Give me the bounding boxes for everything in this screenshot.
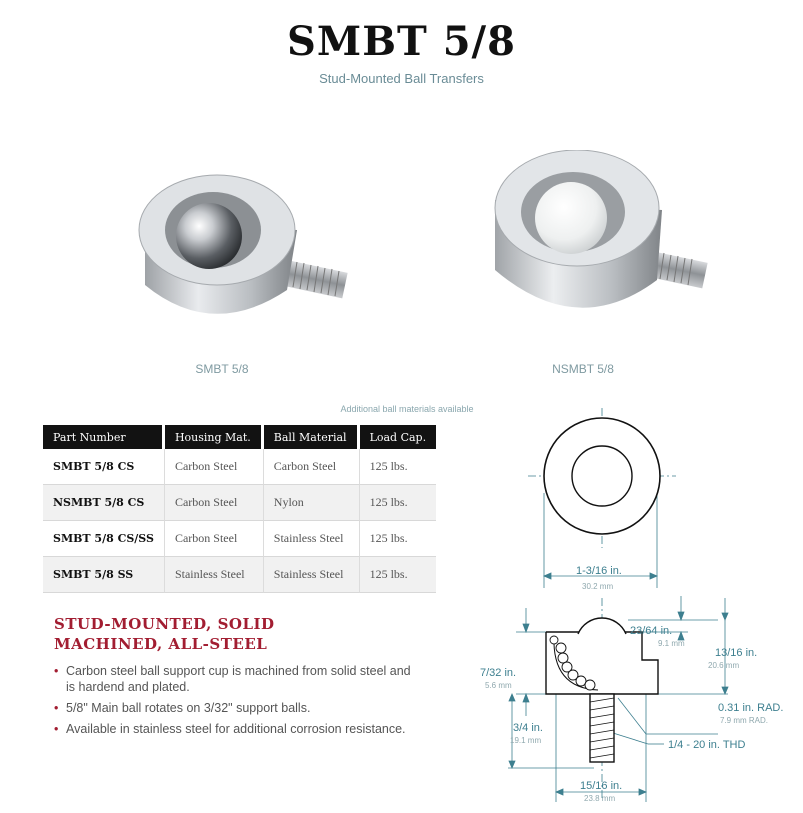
part-number: SMBT 5/8 CS/SS <box>43 521 165 557</box>
dim-thread: 1/4 - 20 in. THD <box>668 739 746 751</box>
nsmbt-product-photo <box>447 150 717 350</box>
dim-stud: 3/4 in. <box>513 722 543 734</box>
steel-ball <box>176 203 242 269</box>
dim-ball-mm: 9.1 mm <box>658 639 685 648</box>
ball-material: Nylon <box>264 485 360 521</box>
table-row <box>43 521 436 557</box>
feature-text: Available in stainless steel for additional corrosion resistance. <box>66 722 406 736</box>
bullet-icon: • <box>54 701 59 715</box>
load-capacity: 125 lbs. <box>360 449 437 485</box>
housing-material: Carbon Steel <box>165 485 264 521</box>
part-number: NSMBT 5/8 CS <box>43 485 165 521</box>
housing-material: Carbon Steel <box>165 521 264 557</box>
parts-table <box>43 425 436 593</box>
housing-material: Carbon Steel <box>165 449 264 485</box>
technical-drawing <box>428 398 798 808</box>
ball-material: Stainless Steel <box>264 557 360 593</box>
photo-caption-smbt: SMBT 5/8 <box>195 362 249 376</box>
smbt-product-photo <box>127 150 397 350</box>
dim-flange: 7/32 in. <box>480 667 517 679</box>
load-capacity: 125 lbs. <box>360 485 437 521</box>
ball-material: Carbon Steel <box>264 449 360 485</box>
dim-base: 15/16 in. <box>580 780 623 792</box>
side-view <box>546 618 658 762</box>
bullet-icon: • <box>54 722 59 736</box>
features-heading <box>54 614 394 654</box>
dim-width-mm: 30.2 mm <box>582 582 614 591</box>
nylon-ball <box>535 182 607 254</box>
dim-height-mm: 20.6 mm <box>708 661 740 670</box>
features-heading-line: STUD-MOUNTED, SOLID <box>54 615 275 633</box>
column-header: Housing Mat. <box>165 425 264 449</box>
bullet-icon: • <box>54 664 59 678</box>
dim-height: 13/16 in. <box>715 647 758 659</box>
features-heading-line: MACHINED, ALL-STEEL <box>54 635 268 653</box>
part-number: SMBT 5/8 SS <box>43 557 165 593</box>
top-view <box>544 418 660 534</box>
list-item <box>54 663 414 695</box>
column-header: Part Number <box>43 425 165 449</box>
page-title: SMBT 5/8 <box>287 18 516 65</box>
table-row <box>43 485 436 521</box>
dim-flange-mm: 5.6 mm <box>485 681 512 690</box>
list-item <box>54 700 414 716</box>
dim-ball: 23/64 in. <box>630 625 673 637</box>
photo-caption-nsmbt: NSMBT 5/8 <box>552 362 614 376</box>
part-number: SMBT 5/8 CS <box>43 449 165 485</box>
feature-text: 5/8" Main ball rotates on 3/32" support balls. <box>66 701 311 715</box>
dim-base-mm: 23.8 mm <box>584 794 616 803</box>
load-capacity: 125 lbs. <box>360 521 437 557</box>
ball-material: Stainless Steel <box>264 521 360 557</box>
page-subtitle: Stud-Mounted Ball Transfers <box>319 71 484 86</box>
table-row <box>43 557 436 593</box>
dim-radius: 0.31 in. RAD. <box>718 702 784 714</box>
column-header: Ball Material <box>264 425 360 449</box>
materials-note: Additional ball materials available <box>340 404 474 414</box>
stud-thread <box>282 260 348 298</box>
dim-width: 1-3/16 in. <box>576 565 622 577</box>
dim-radius-mm: 7.9 mm RAD. <box>720 716 769 725</box>
dim-stud-mm: 19.1 mm <box>510 736 542 745</box>
feature-text: Carbon steel ball support cup is machined from solid steel and is hardend and plated. <box>66 664 411 694</box>
features-list <box>54 663 414 742</box>
table-header-row <box>43 425 436 449</box>
housing-material: Stainless Steel <box>165 557 264 593</box>
load-capacity: 125 lbs. <box>360 557 437 593</box>
column-header: Load Cap. <box>360 425 437 449</box>
list-item <box>54 721 414 737</box>
table-row <box>43 449 436 485</box>
